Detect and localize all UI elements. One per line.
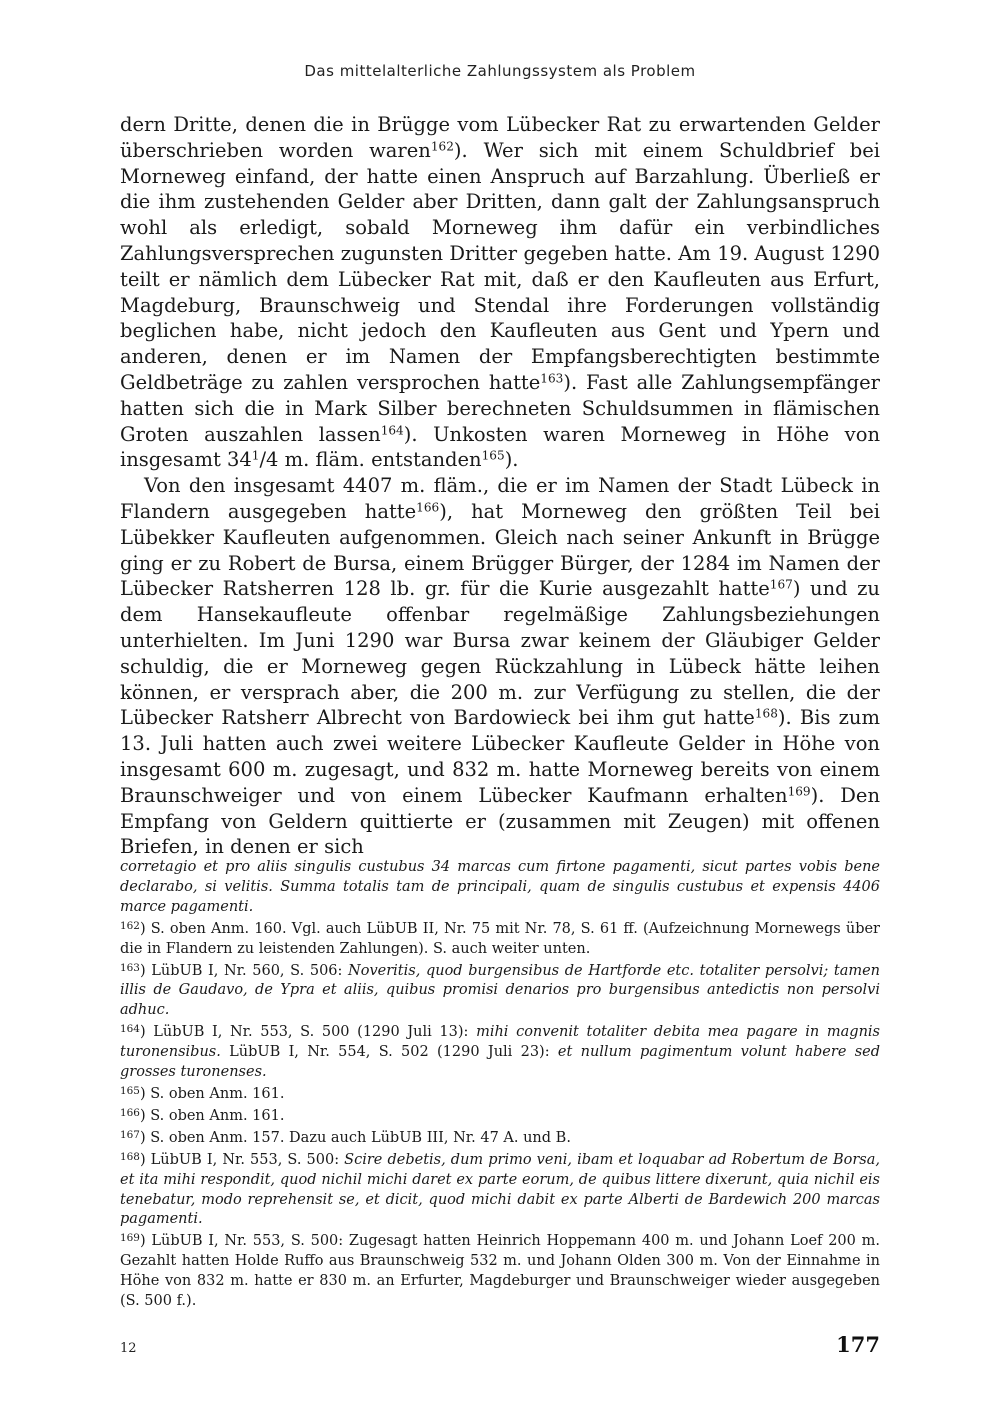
text-run: ). Den Empfang von Geldern quittierte er (zusammen mit Zeugen) mit offenen Briefen, in denen er sich bbox=[120, 783, 881, 859]
footnote-number: 166 bbox=[120, 1106, 140, 1119]
footnote-number: 164 bbox=[120, 1023, 140, 1036]
signature-mark: 12 bbox=[120, 1341, 137, 1356]
main-text bbox=[120, 112, 880, 860]
footnote-text: ) LübUB I, Nr. 553, S. 500: Zugesagt hatten Heinrich Hoppemann 400 m. und Johann Loef 200 m. Gezahlt hatten Holde Ruffo aus Braunschweig 532 m. und Johann Olden 300 m. Von der Einnahme in Höhe von 832 m. hatte er 830 m. an Erfurter, Magdeburger und Braunschweiger wieder ausgegeben (S. 500 f.). bbox=[120, 1233, 880, 1310]
text-run: Von den insgesamt 4407 m. fläm., die er im Namen der Stadt Lübeck in Flandern ausgegeben hatte bbox=[120, 474, 880, 523]
text-run: ). Wer sich mit einem Schuldbrief bei Morneweg einfand, der hatte einen Anspruch auf Barzahlung. Überließ er die ihm zustehenden Gelder aber Dritten, dann galt der Zahlungsanspruch wohl als erledigt, sobald Morneweg ihm dafür ein verbindliches Zahlungsversprechen zugunsten Dritter gegeben hatte. Am 19. August 1290 teilt er nämlich dem Lübecker Rat mit, daß er den Kaufleuten aus Erfurt, Magdeburg, Braunschweig und Stendal ihre Forderungen vollständig beglichen habe, nicht jedoch den Kaufleuten aus Gent und Ypern und anderen, denen er im Namen der Empfangsberechtigten bestimmte Geldbeträge zu zahlen versprochen hatte bbox=[120, 138, 880, 394]
footnote-ref-163[interactable]: 163 bbox=[540, 371, 564, 386]
footnote-number: 168 bbox=[120, 1150, 140, 1163]
fraction-numerator: 1 bbox=[251, 448, 260, 463]
paragraph-1 bbox=[120, 112, 880, 473]
paragraph-2 bbox=[120, 473, 880, 860]
latin-quote: Scire debetis, dum primo veni, ibam et loquabar ad Robertum de Borsa, et ita mihi respondit, quod nichil michi daret ex parte eorum, de quibus littere dixerunt, quia nichil eis tenebatur, modo reprehensit se, et dicit, quod michi dabit ex parte Alberti de Bardewich 200 marcas pagamenti. bbox=[120, 1151, 880, 1228]
text-run: ), hat Morneweg den größten Teil bei Lübekker Kaufleuten aufgenommen. Gleich nach seiner Ankunft in Brügge ging er zu Robert de Bursa, einem Brügger Bürger, der 1284 im Namen der Lübecker Ratsherren 128 lb. gr. für die Kurie ausgezahlt hatte bbox=[120, 499, 880, 601]
page-number: 177 bbox=[836, 1332, 880, 1357]
latin-quote: mihi convenit totaliter debita mea pagare in magnis turonensibus. bbox=[120, 1024, 881, 1061]
footnote-163 bbox=[120, 962, 880, 1022]
footnote-text: ) S. oben Anm. 161. bbox=[139, 1107, 285, 1124]
footnote-number: 167 bbox=[120, 1128, 140, 1141]
footnote-text: ) S. oben Anm. 160. Vgl. auch LübUB II, Nr. 75 mit Nr. 78, S. 61 ff. (Aufzeichnung Mornewegs über die in Flandern zu leistenden Zahlungen). S. auch weiter unten. bbox=[120, 920, 880, 957]
footnote-ref-164[interactable]: 164 bbox=[380, 422, 404, 437]
text-run: ) und zu dem Hansekaufleute offenbar regelmäßige Zahlungsbeziehungen unterhielten. Im Juni 1290 war Bursa zwar keinem der Gläubiger Gelder schuldig, die er Morneweg gegen Rückzahlung in Lübeck hätte leihen können, er versprach aber, die 200 m. zur Verfügung zu stellen, die der Lübecker Ratsherr Albrecht von Bardowieck bei ihm gut hatte bbox=[120, 577, 880, 730]
footnote-text: LübUB I, Nr. 554, S. 502 (1290 Juli 23): bbox=[220, 1044, 558, 1061]
footnote-text: ) LübUB I, Nr. 560, S. 506: bbox=[139, 962, 349, 979]
text-run: ). Unkosten waren Morneweg in Höhe von insgesamt 34 bbox=[120, 422, 880, 472]
footnote-ref-169[interactable]: 169 bbox=[787, 784, 811, 799]
footnote-number: 169 bbox=[120, 1232, 140, 1245]
footnote-text: ) LübUB I, Nr. 553, S. 500 (1290 Juli 13): bbox=[139, 1024, 477, 1041]
footnote-162 bbox=[120, 920, 880, 960]
footnote-166 bbox=[120, 1107, 880, 1127]
footnote-ref-165[interactable]: 165 bbox=[481, 448, 505, 463]
latin-quote: et nullum pagimentum volunt habere sed grosses turonenses. bbox=[120, 1044, 881, 1081]
footnote-165 bbox=[120, 1085, 880, 1105]
footnote-number: 163 bbox=[120, 961, 140, 974]
text-run: dern Dritte, denen die in Brügge vom Lübecker Rat zu erwartenden Gelder überschrieben worden waren bbox=[120, 113, 880, 162]
footnote-text: ) S. oben Anm. 161. bbox=[139, 1085, 285, 1102]
footnote-169 bbox=[120, 1232, 880, 1312]
running-title: Das mittelalterliche Zahlungssystem als Problem bbox=[304, 62, 696, 80]
footnote-ref-166[interactable]: 166 bbox=[416, 500, 440, 515]
footnote-164 bbox=[120, 1023, 880, 1083]
latin-quote: Noveritis, quod burgensibus de Hartforde etc. totaliter persolvi; tamen illis de Gaudavo, de Ypra et aliis, quibus promisi denarios pro burgensibus antedictis non persolvi adhuc. bbox=[120, 962, 881, 1019]
footnote-ref-162[interactable]: 162 bbox=[430, 139, 454, 154]
footnotes bbox=[120, 858, 880, 1314]
footnote-continuation bbox=[120, 858, 880, 918]
footnote-ref-167[interactable]: 167 bbox=[769, 577, 793, 592]
text-run: ). Bis zum 13. Juli hatten auch zwei weitere Lübecker Kaufleute Gelder in Höhe von insgesamt 600 m. zugesagt, und 832 m. hatte Morneweg bereits von einem Braunschweiger und von einem Lübecker Kaufmann erhalten bbox=[120, 706, 880, 807]
footnote-number: 162 bbox=[120, 919, 140, 932]
footnote-ref-168[interactable]: 168 bbox=[754, 706, 778, 721]
footnote-168 bbox=[120, 1151, 880, 1231]
footnote-167 bbox=[120, 1129, 880, 1149]
text-run: ). bbox=[504, 448, 519, 472]
latin-quote: corretagio et pro aliis singulis custubus 34 marcas cum firtone pagamenti, sicut partes vobis bene declarabo, si velitis. Summa totalis tam de principali, quam de singulis custubus et expensis 4406 marce pagamenti. bbox=[120, 859, 880, 915]
footnote-text: ) S. oben Anm. 157. Dazu auch LübUB III, Nr. 47 A. und B. bbox=[139, 1129, 571, 1146]
footnote-text: ) LübUB I, Nr. 553, S. 500: bbox=[139, 1151, 345, 1168]
text-run: /4 m. fläm. entstanden bbox=[259, 448, 482, 472]
text-run: ). Fast alle Zahlungsempfänger hatten sich die in Mark Silber berechneten Schuldsummen in flämischen Groten auszahlen lassen bbox=[120, 370, 880, 446]
footnote-number: 165 bbox=[120, 1084, 140, 1097]
